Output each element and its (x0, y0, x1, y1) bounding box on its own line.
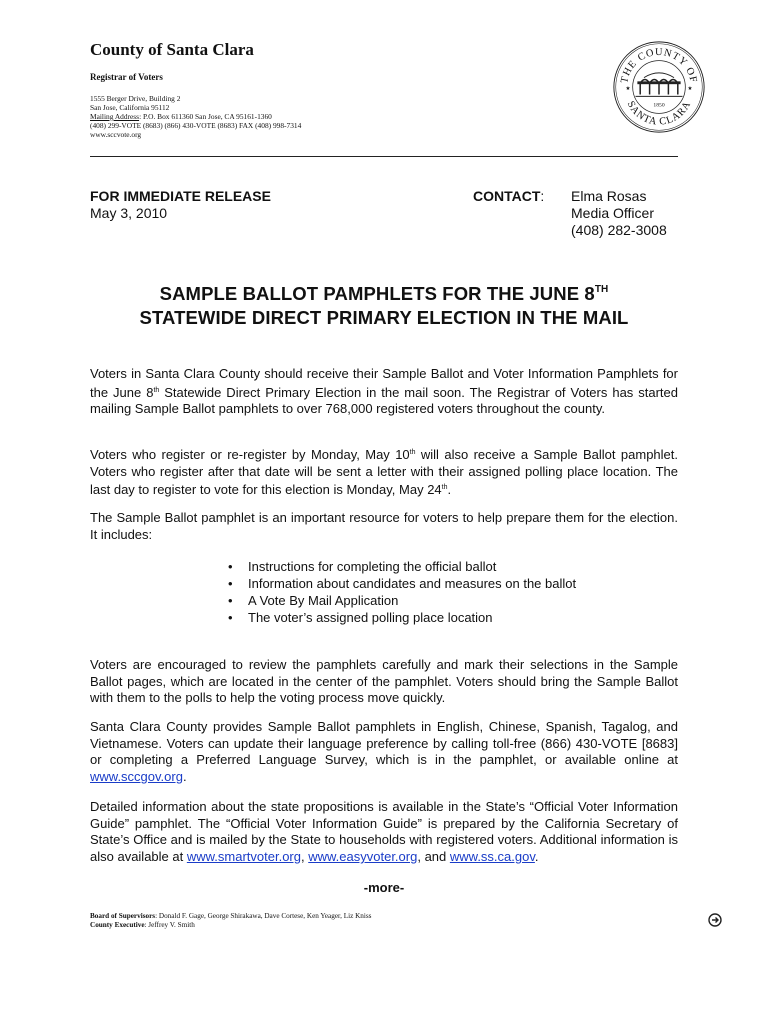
paragraph-1-text-a: Voters in Santa Clara County should receive their Sample Ballot and Voter Information Pamphlets for the June 8 (90, 366, 678, 400)
website: www.sccvote.org (90, 130, 142, 139)
header-divider (90, 156, 678, 157)
board-label: Board of Supervisors (90, 912, 156, 920)
paragraph-2-sup-2: th (441, 484, 448, 492)
paragraph-6-text-a: Detailed information about the state propositions is available in the State’s “Official Voter Information Guide” pamphlet. The “Official Voter Information Guide” is prepared by the California Secretary of State’s Office and is mailed by the State to households with registered voters. Additional information is also available at (90, 799, 678, 865)
footer (90, 912, 371, 930)
list-item: • Instructions for completing the official ballot (228, 558, 576, 575)
department-name: Registrar of Voters (90, 72, 163, 82)
seal-top-text: THE COUNTY OF (619, 47, 699, 85)
exec-label: County Executive (90, 921, 145, 929)
paragraph-5-text-a: Santa Clara County provides Sample Ballot pamphlets in English, Chinese, Spanish, Tagalog, and Vietnamese. Voters can update their language preference by calling toll-free (866) 430-VOTE [8683] or completing a Preferred Language Survey, which is in the pamphlet, or available online at (90, 719, 678, 768)
svg-text:★: ★ (625, 85, 631, 92)
more-marker: -more- (363, 880, 405, 895)
mailing-address-text: : P.O. Box 611360 San Jose, CA 95161-1360 (139, 112, 272, 121)
county-name: County of Santa Clara (90, 40, 254, 59)
mailing-address (90, 112, 610, 121)
release-block (90, 188, 271, 222)
ss-ca-gov-link[interactable]: www.ss.ca.gov (449, 849, 535, 865)
address-line-2: San Jose, California 95112 (90, 103, 170, 112)
paragraph-4: Voters are encouraged to review the pamphlets carefully and mark their selections in the Sample Ballot pages, which are located in the center of the pamphlet. Voters should bring the Sample Ballot with them to the polls to help the voting process move quickly. (90, 657, 678, 706)
paragraph-3: The Sample Ballot pamphlet is an important resource for voters to help prepare them for the election. It includes: (90, 510, 678, 542)
paragraph-6-sep-2: , and (417, 849, 450, 865)
phone-numbers: (408) 299-VOTE (8683) (866) 430-VOTE (8683) FAX (408) 998-7314 (90, 121, 302, 130)
headline-line-1: SAMPLE BALLOT PAMPHLETS FOR THE JUNE 8 (159, 283, 595, 304)
paragraph-6-sep-1: , (301, 849, 309, 865)
svg-text:★: ★ (687, 85, 693, 92)
list-item: • The voter’s assigned polling place location (228, 609, 576, 626)
headline (90, 278, 678, 330)
contact-info (571, 188, 667, 239)
release-label: FOR IMMEDIATE RELEASE (90, 188, 271, 204)
contact-title: Media Officer (571, 205, 654, 221)
paragraph-6 (90, 799, 678, 866)
contact-phone: (408) 282-3008 (571, 222, 667, 238)
mailing-label: Mailing Address (90, 112, 140, 121)
paragraph-5 (90, 719, 678, 786)
svg-text:THE COUNTY OF (619, 47, 699, 84)
seal-bottom-text: SANTA CLARA (624, 99, 694, 128)
sccgov-link[interactable]: www.sccgov.org (90, 769, 183, 785)
letterhead (90, 40, 610, 139)
release-date: May 3, 2010 (90, 205, 168, 221)
recycle-icon (707, 912, 723, 928)
paragraph-1 (90, 366, 678, 418)
paragraph-2-text-b: will also receive a Sample Ballot pamphlet. Voters who register after that date will be sent a letter with their assigned polling place location. The last day to register to vote for this election is Monday, May 24 (90, 447, 678, 498)
list-item: • A Vote By Mail Application (228, 592, 576, 609)
paragraph-1-sup: th (153, 386, 160, 394)
paragraph-2-text-a: Voters who register or re-register by Monday, May 10 (90, 447, 410, 462)
paragraph-2-text-c: . (447, 482, 452, 498)
paragraph-2 (90, 445, 678, 499)
seal-year: 1850 (653, 102, 665, 109)
list-item: • Information about candidates and measures on the ballot (228, 575, 576, 592)
contact-label-wrap (473, 188, 544, 204)
contact-colon: : (540, 188, 545, 204)
address-line-1: 1555 Berger Drive, Building 2 (90, 94, 181, 103)
contact-label: CONTACT (473, 188, 541, 204)
easyvoter-link[interactable]: www.easyvoter.org (308, 849, 418, 865)
board-names: : Donald F. Gage, George Shirakawa, Dave Cortese, Ken Yeager, Liz Kniss (155, 912, 372, 920)
paragraph-1-text-b: Statewide Direct Primary Election in the mail soon. The Registrar of Voters has started mailing Sample Ballot pamphlets to over 768,000 registered voters throughout the county. (90, 384, 679, 417)
smartvoter-link[interactable]: www.smartvoter.org (186, 849, 301, 865)
exec-name: : Jeffrey V. Smith (144, 921, 195, 929)
contact-name: Elma Rosas (571, 188, 647, 204)
county-seal-logo (612, 40, 706, 134)
paragraph-2-sup-1: th (409, 449, 416, 456)
paragraph-5-text-b: . (182, 769, 187, 785)
paragraph-6-text-b: . (534, 849, 539, 865)
address-block (90, 94, 610, 139)
headline-line-2: STATEWIDE DIRECT PRIMARY ELECTION IN THE MAIL (139, 307, 629, 328)
headline-superscript: TH (594, 284, 609, 295)
includes-list (228, 558, 576, 626)
